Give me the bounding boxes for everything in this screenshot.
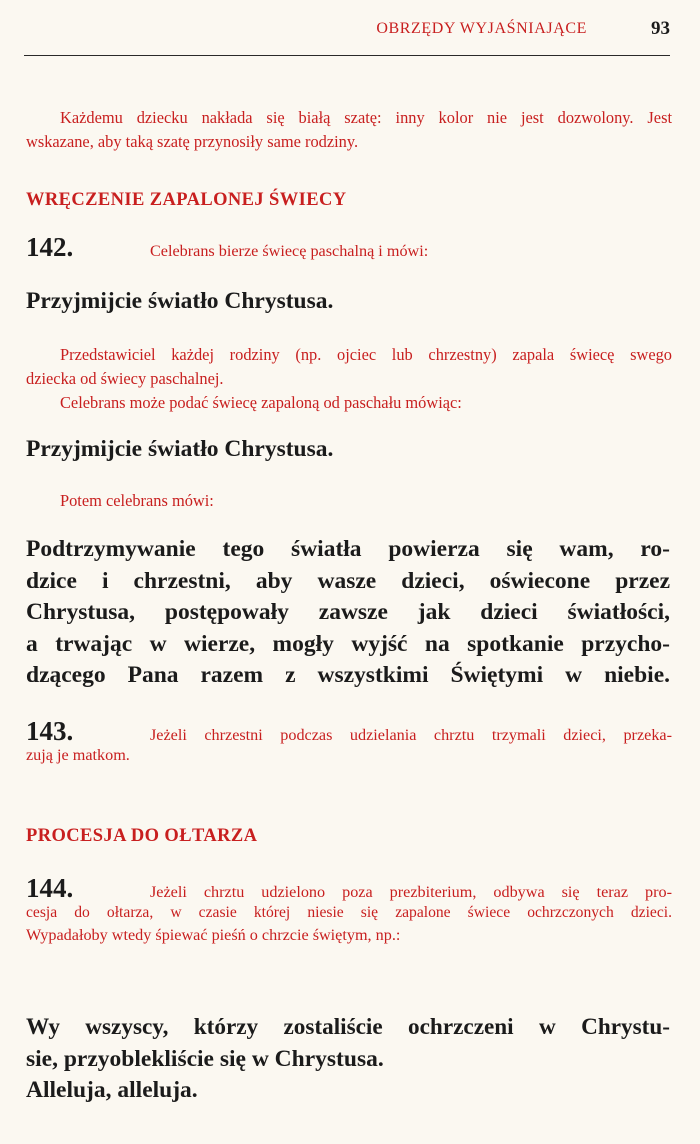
section-heading-candle-text: WRĘCZENIE ZAPALONEJ ŚWIECY (26, 190, 347, 210)
chant-line-3: Alleluja, alleluja. (26, 1077, 198, 1103)
rubric-a-line-2: dziecka od świecy paschalnej. (26, 369, 224, 388)
formula-2 (26, 433, 672, 465)
formula-2-text: Przyjmijcie światło Chrystusa. (26, 436, 334, 462)
item-143-rubric-line-1: Jeżeli chrzestni podczas udzielania chrztu trzymali dzieci, przeka- (150, 726, 672, 744)
intro-rubric (26, 106, 672, 153)
chant-line-1: Wy wszyscy, którzy zostaliście ochrzczeni w Chrystu- (26, 1014, 670, 1040)
prayer-line-2: dzice i chrzestni, aby wasze dzieci, oświecone przez (26, 567, 670, 594)
prayer-line-1: Podtrzymywanie tego światła powierza się wam, ro- (26, 536, 670, 562)
section-heading-procession-text: PROCESJA DO OŁTARZA (26, 826, 258, 846)
running-header-title: OBRZĘDY WYJAŚNIAJĄCE (376, 20, 587, 37)
item-144-rubric-line-3: Wypadałoby wtedy śpiewać pieśń o chrzcie świętym, np.: (26, 926, 401, 944)
prayer-line-4: a trwając w wierze, mogły wyjść na spotkanie przycho- (26, 630, 670, 657)
item-143 (26, 716, 672, 767)
item-144-rubric-line-1: Jeżeli chrztu udzielono poza prezbiterium, odbywa się teraz pro- (150, 883, 672, 901)
chant-line-2: sie, przyoblekliście się w Chrystusa. (26, 1045, 384, 1072)
prayer-text (26, 534, 670, 692)
intro-rubric-line-1: Każdemu dziecku nakłada się białą szatę: inny kolor nie jest dozwolony. Jest (60, 108, 672, 127)
prayer-line-5: dzącego Pana razem z wszystkimi Świętymi w niebie. (26, 662, 670, 688)
rubric-a-line-1: Przedstawiciel każdej rodziny (np. ojciec lub chrzestny) zapala świecę swego (60, 345, 672, 364)
item-144 (26, 873, 672, 947)
rubric-then-says (26, 489, 672, 512)
header-divider (24, 55, 670, 56)
formula-1 (26, 285, 672, 317)
chant-text (26, 1012, 670, 1107)
item-number-143: 143. (26, 716, 74, 746)
item-number-144: 144. (26, 873, 74, 903)
item-144-rubric-line-2: cesja do ołtarza, w czasie której niesie się zapalone świece ochrzczonych dzieci. (26, 904, 672, 921)
item-142 (26, 232, 672, 263)
page-number: 93 (651, 18, 670, 39)
prayer-line-3: Chrystusa, postępowały zawsze jak dzieci światłości, (26, 599, 670, 625)
section-heading-procession (26, 826, 672, 847)
intro-rubric-line-2: wskazane, aby taką szatę przynosiły same rodziny. (26, 132, 359, 151)
section-heading-candle (26, 190, 672, 211)
item-142-rubric: Celebrans bierze świecę paschalną i mówi: (150, 242, 429, 260)
rubric-b: Celebrans może podać świecę zapaloną od paschału mówiąc: (60, 393, 462, 412)
rubric-family-lights (26, 343, 672, 415)
formula-1-text: Przyjmijcie światło Chrystusa. (26, 288, 334, 314)
item-number-142: 142. (26, 232, 74, 262)
item-143-rubric-line-2: zują je matkom. (26, 746, 130, 764)
rubric-c: Potem celebrans mówi: (60, 491, 214, 510)
